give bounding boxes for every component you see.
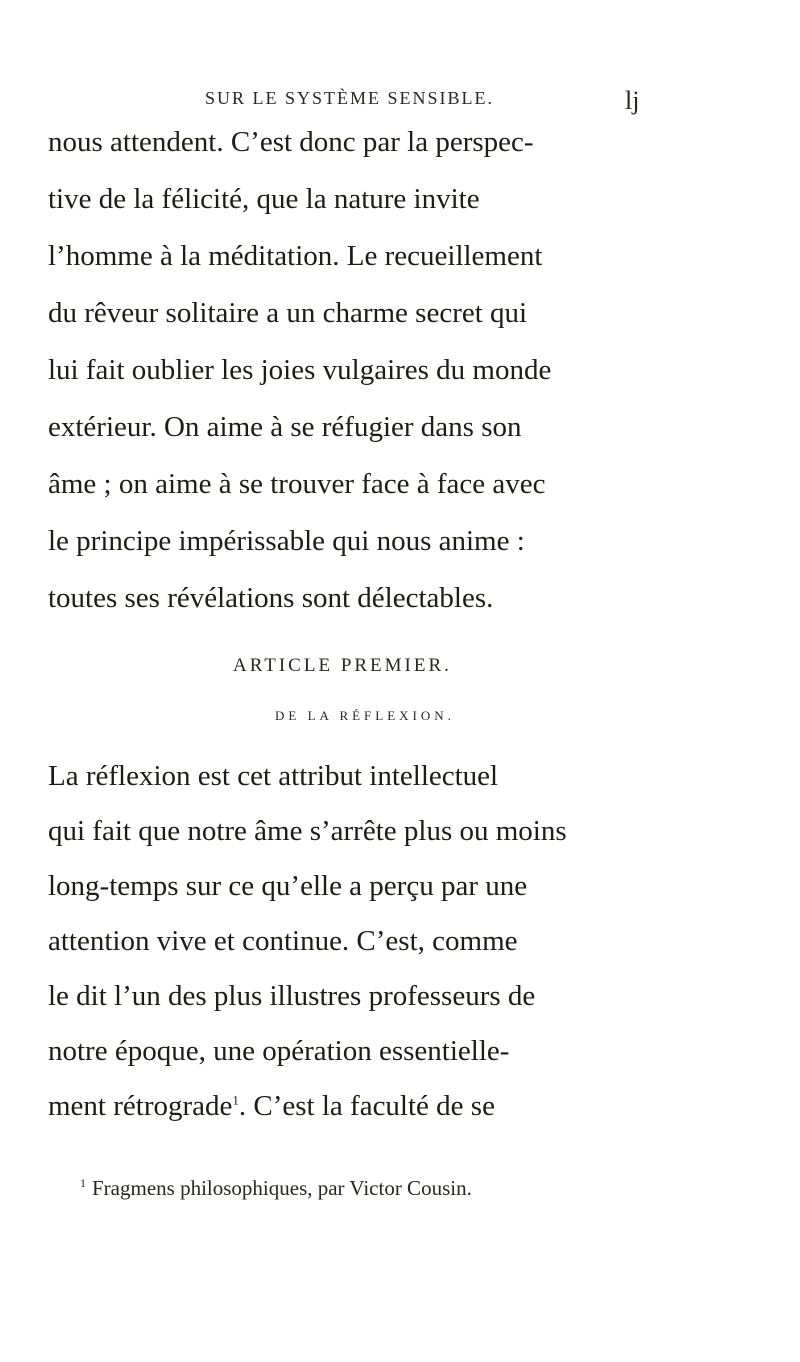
- footnote-mark: 1: [80, 1176, 86, 1190]
- article-title: ARTICLE PREMIER.: [233, 655, 452, 676]
- text-line: toutes ses révélations sont délectables.: [48, 582, 494, 614]
- text-line: tive de la félicité, que la nature invite: [48, 183, 480, 215]
- text-line: qui fait que notre âme s’arrête plus ou moins: [48, 815, 567, 847]
- text-line: l’homme à la méditation. Le recueillement: [48, 240, 543, 272]
- text-line: extérieur. On aime à se réfugier dans son: [48, 411, 522, 443]
- footnote-reference: 1: [232, 1092, 239, 1108]
- text-line: nous attendent. C’est donc par la perspec-: [48, 126, 534, 158]
- text-line: du rêveur solitaire a un charme secret qui: [48, 297, 528, 329]
- text-line: attention vive et continue. C’est, comme: [48, 925, 518, 957]
- text-line: le principe impérissable qui nous anime :: [48, 525, 525, 557]
- text-line: long-temps sur ce qu’elle a perçu par une: [48, 870, 528, 902]
- footnote-text: Fragmens philosophiques, par Victor Cousin.: [92, 1176, 472, 1200]
- text-line: [48, 1090, 495, 1123]
- text-line: âme ; on aime à se trouver face à face avec: [48, 468, 546, 500]
- running-head: [0, 86, 800, 115]
- article-subtitle: DE LA RÉFLEXION.: [275, 708, 455, 723]
- running-title: SUR LE SYSTÈME SENSIBLE.: [205, 88, 495, 108]
- text-line: le dit l’un des plus illustres professeurs de: [48, 980, 536, 1012]
- text-line: La réflexion est cet attribut intellectuel: [48, 760, 499, 792]
- page-number: lj: [625, 86, 640, 115]
- text-line: notre époque, une opération essentielle-: [48, 1035, 510, 1067]
- text-fragment: ment rétrograde: [48, 1090, 233, 1122]
- footnote: [80, 1176, 472, 1201]
- text-line: lui fait oublier les joies vulgaires du monde: [48, 354, 552, 386]
- text-fragment: . C’est la faculté de se: [238, 1090, 495, 1122]
